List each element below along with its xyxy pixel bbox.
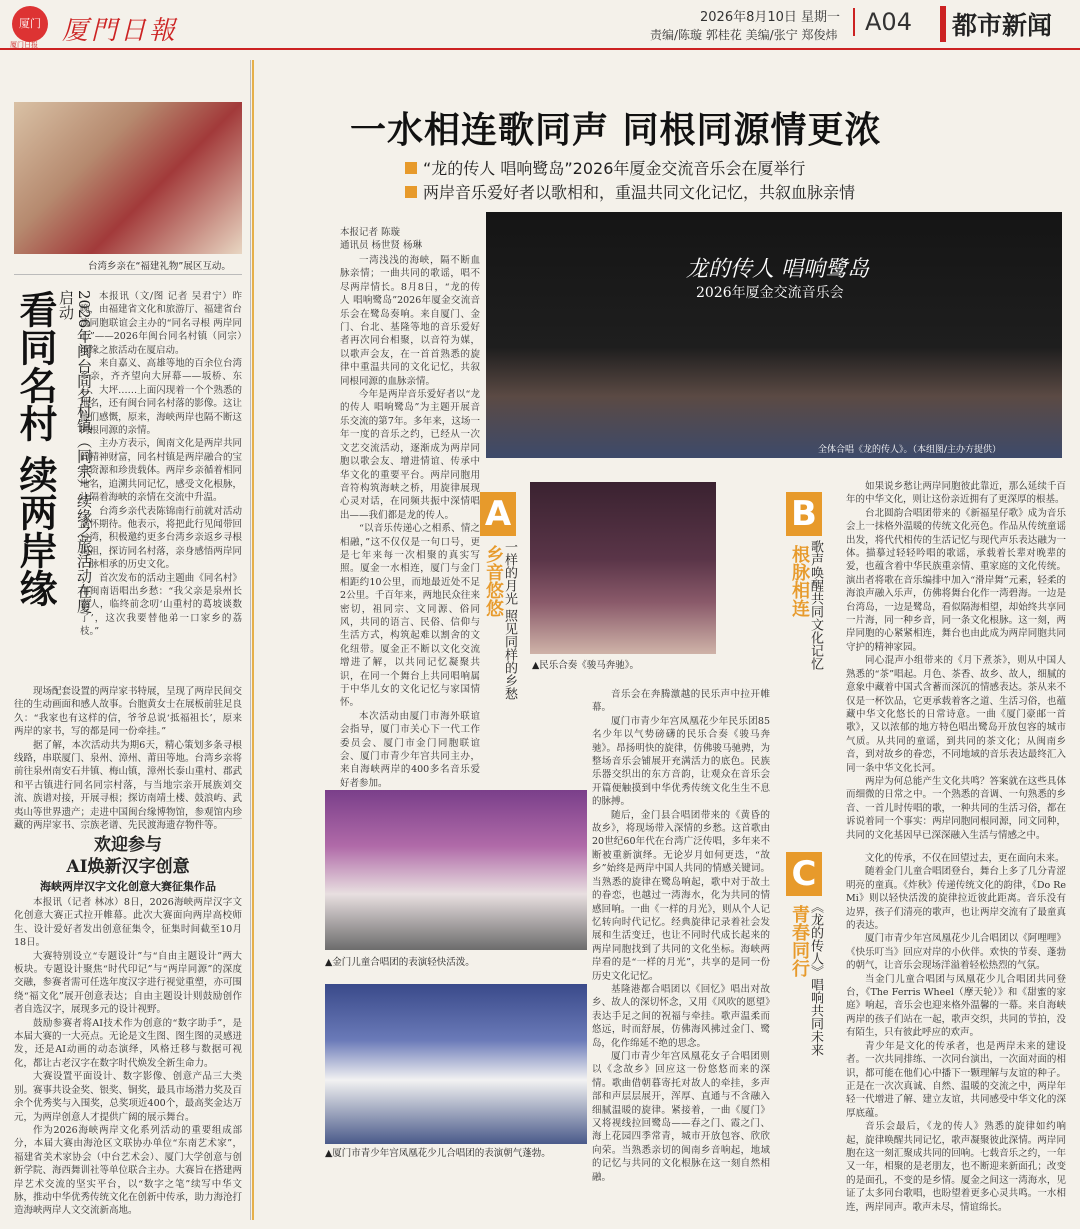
section-title: 都市新闻 [940, 6, 1052, 42]
photo-taiwan-villagers [14, 102, 242, 254]
stage-banner-1: 龙的传人 唱响鹭岛 [686, 257, 869, 282]
main-sub-1: “龙的传人 唱响鹭岛”2026年厦金交流音乐会在厦举行 [405, 156, 1055, 179]
ai-subtitle: 海峡两岸汉字文化创意大赛征集作品 [40, 880, 216, 893]
paper-name: 厦門日報 [62, 16, 179, 46]
section-c-badge: C [786, 852, 822, 896]
logo-seal: 厦门 [12, 6, 48, 42]
left-article-cont: 现场配套设置的两岸家书特展，呈现了两岸民间交往的生动画面和感人故事。台胞黄女士在展板前驻足良久：“我家也有这样的信，爷爷总说‘抵福祖长’，原来两岸的家书，写的都是同一份牵挂。” 据了解，本次活动共为期6天，精心策划多条寻根线路，串联厦门、泉州、漳州、莆田等地。台湾乡亲将前往泉州南安石井镇、梅山镇，漳州长泰山重村、郡武和平古镇进行同名同宗村落，与当地宗亲开展族刘交流、族谱对接，开展寻根；探访南靖土楼、鼓浪屿、武夷山等世界遗产；走进中国闽台缘博物馆，参观馆内珍藏的两岸家书、宗族老谱、先民渡海遗存物件等。 [14, 686, 243, 832]
section-b-badge: B [786, 492, 822, 536]
photo-concert-stage [486, 212, 1062, 458]
section-b-title: 根脉相连 [789, 545, 810, 617]
photo-caption-kids-1: ▲金门儿童合唱团的表演轻快活泼。 [325, 957, 475, 968]
section-a-title: 乡音悠悠 [483, 545, 504, 617]
logo-subtitle: 厦门日报 [10, 41, 38, 49]
section-c-title: 青春同行 [789, 905, 810, 977]
ai-title-2: AI焕新汉字创意 [66, 857, 190, 877]
masthead [0, 0, 1080, 50]
photo-caption-a: ▲民乐合奏《骏马奔驰》。 [532, 660, 640, 671]
photo-caption-left: 台湾乡亲在“福建礼物”展区互动。 [88, 261, 231, 272]
section-c-subtitle: 《龙的传人》唱响共同未来 [808, 900, 823, 1056]
editors: 责编/陈璇 郭桂花 美编/张宁 郑俊炜 [650, 28, 838, 42]
ai-title-1: 欢迎参与 [94, 835, 162, 855]
photo-xiamen-youth-choir [325, 984, 587, 1144]
divider [252, 60, 254, 1220]
photo-folk-orchestra [530, 482, 716, 654]
ai-article: 本报讯（记者 林冰）8日，2026海峡两岸汉字文化创意大赛正式拉开帷幕。此次大赛面向两岸高校师生、设计爱好者发出创意征集令，征集时间截至10月18日。 大赛特别设立“专题设计”与“自由主题设计”两大板块。专题设计聚焦“时代印记”与“两岸同源”的深度交融，参赛者需可任选年度汉字进行视觉重塑，亦可围绕“福文化”展开创意表达；自由主题设计则鼓励创作者自选汉字，展现多元的设计视野。 鼓励参赛者将AI技术作为创意的“数字助手”，是本届大赛的一大亮点。无论是文生图、图生图的灵感迸发，还是AI动画的动态演绎，风格迁移与数据可视化，都让古老汉字在数字时代焕发全新生命力。 大赛设置平面设计、数字影像、创意产品三大类别。赛事共设金奖、银奖、铜奖，最具市场潜力奖及百余个优秀奖与入围奖，总奖项近400个，最高奖金达万元，为两岸创意人才提供广阔的展示舞台。 作为2026海峡两岸文化系列活动的重要组成部分，本届大赛由海沧区文联协办单位“东南艺术家”，福建省美术家协会（中台艺术会）、厦门大学创意与创新学院、海西舞训社等单位联合主办。大赛旨在搭建两岸艺术交流的坚实平台，以“数字之笔”续写中华文脉，推动中华优秀传统文化在创新中传承，助力海沧打造海峡两岸人文交流新高地。 [14, 897, 243, 1217]
divider [14, 818, 242, 819]
issue-date: 2026年8月10日 星期一 [700, 10, 841, 25]
divider [14, 274, 242, 275]
photo-kinmen-children-choir [325, 790, 587, 950]
left-article: 本报讯（文/图 记者 吴君宁）昨晚，由福建省文化和旅游厅、福建省台湾同胞联谊会主办的“同名寻根 两岸同心”——2026年闽台同名村镇（同宗）续缘之旅活动在厦启动。 来自嘉义、高雄等地的百余位台湾乡亲，齐齐望向大屏幕——坂桥、东石、大坪……上面闪现着一个个熟悉的地名，还有闽台同名村落的影像。这让他们感慨，原来，海峡两岸也隔不断这同根同源的亲情。 主办方表示，闽南文化是两岸共同的精神财富，同名村镇是两岸融合的宝贵资源和珍贵载体。两岸乡亲循着相同地名，追溯共同记忆，感受文化根脉，让隔着海峡的亲情在交流中升温。 台湾乡亲代表陈锦南行前就对活动满怀期待。他表示，将把此行见闻带回台湾，积极邀约更多台湾乡亲返乡寻根谒祖，探访同名村落，亲身感悟两岸同一脉相承的历史文化。 首次发布的活动主题曲《同名村》用闽南语唱出乡愁：“我父亲是泉州长泰人，临终前念叨‘山重村的葛坡谈数了’，这次我要替他弟一口家乡的荔枝。” [80, 291, 242, 638]
main-byline: 本报记者 陈璇 通讯员 杨世贤 杨琳 [340, 227, 423, 252]
section-c-body: 文化的传承，不仅在回望过去，更在面向未来。 随着金门儿童合唱团登台，舞台上多了几分青涩明亮的童真。《炸秋》传递传统文化的韵律，《Do Re Mi》则以轻快活泼的旋律拉近彼此距离。音乐没有边界，孩子们清亮的歌声，也让两岸交流有了最童真的表达。 厦门市青少年宫凤凰花少儿合唱团以《阿哩哩》《快乐叮当》回应对岸的小伙伴。欢快的节奏、蓬勃的朝气，让音乐会现场洋溢着轻松热烈的气氛。 当金门儿童合唱团与凤凰花少儿合唱团共同登台，《The Ferris Wheel（摩天轮）》和《甜蜜的家庭》响起，音乐会也迎来格外温馨的一幕。来自海峡两岸的孩子们站在一起，歌声交织，共同的节拍，没有陌生，只有彼此呼应的欢声。 青少年是文化的传承者，也是两岸未来的建设者。一次共同排练、一次同台演出，一次面对面的相识，都可能在他们心中播下一颗理解与友谊的种子。正是在一次次真诚、自然、温暖的交流之中，两岸年轻一代增进了解、建立友谊，共同感受中华文化的深厚底蕴。 音乐会最后，《龙的传人》熟悉的旋律如约响起，旋律唤醒共同记忆，歌声凝聚彼此深情。两岸同胞在这一刻汇聚成共同的回响。七载音乐之约，一年又一年，相聚的是老朋友，也不断迎来新面孔；改变的是面孔，不变的是乡情。厦金之间这一湾海水，见证了太多同台歌唱，也盼望着更多心灵共鸣。一水相连，两岸同声。歌声未尽，情谊绵长。 [846, 853, 1066, 1213]
section-b-body: 如果说乡愁让两岸同胞彼此靠近，那么延续千百年的中华文化，则让这份亲近拥有了更深厚的根基。 台北圆韵合唱团带来的《新福星仔歌》成为音乐会上一抹格外温暖的传统文化亮色。作品从传统童谣出发，将代代相传的生活记忆与现代声乐表达融为一体。描摹过轻轻吟唱的歌谣，承载着长辈对晚辈的爱，也蕴含着中华民族重亲情、重家庭的文化传统。演出者将歌在音乐编排中加入“滑岸舞”元素，轻柔的海浪声融入乐声，仿佛将舞台化作一湾碧海。一边是台湾岛，一边是鹭岛，看似隔海相望，却始终共享同一片海，同一种乡音，同一条文化根脉。这一刻，两岸同胞的心紧紧相连，舞台也由此成为两岸同胞共同守护的精神家园。 同心混声小组带来的《月下煮茶》，则从中国人熟悉的“茶”唱起。月色、茶香、故乡、故人，细腻的意象中藏着中国式含蓄而深沉的情感表达。茶从来不仅是一杯饮品，它更承载着客之道、生活习俗，也蕴藏中华文化悠长的日常诗意。一曲《厦门豪邮一首歌》，又以浓郁的地方特色唱出鹭岛开放包容的城市气质。从共同的童谣，到共同的茶文化；从闽南乡音，到对故乡的眷恋，不同地域的音乐表达最终汇入同一条中华文化长河。 两岸为何总能产生文化共鸣？答案就在这些具体而细微的日常之中。一个熟悉的音调、一句熟悉的乡音、一首儿时传唱的歌，一种共同的生活习俗，都在诉说着同一个事实：两岸同胞同根同源，同文同种，共同的文化基因早已深深融入生活与情感之中。 [846, 481, 1066, 841]
main-headline: 一水相连歌同声 同根同源情更浓 [350, 109, 882, 151]
section-a-badge: A [480, 492, 516, 536]
section-a-subtitle: 一样的月光 照见同样的乡愁 [502, 540, 517, 701]
photo-caption-main: 全体合唱《龙的传人》。（本组图/主办方提供） [818, 445, 1002, 455]
bullet-square-icon [405, 186, 417, 198]
main-sub-2: 两岸音乐爱好者以歌相和，重温共同文化记忆，共叙血脉亲情 [405, 180, 1055, 203]
left-headline: 看同名村 续两岸缘 [13, 290, 58, 608]
stage-banner-2: 2026年厦金交流音乐会 [696, 285, 844, 301]
divider [250, 60, 251, 1220]
left-subhead: 2026年闽台同名村镇（同宗）续缘之旅活动在厦启动 [57, 290, 93, 614]
section-a-body: 音乐会在奔腾激越的民乐声中拉开帷幕。 厦门市青少年宫凤凰花少年民乐团85名少年以气势磅礴的民乐合奏《骏马奔驰》。昂扬明快的旋律，仿佛骏马驰骋，为整场音乐会铺展开充满活力的底色。民族乐器交织出的东方音韵，让观众在音乐会开篇便触摸到中华优秀传统文化生生不息的脉搏。 随后，金门县合唱团带来的《黄昏的故乡》，将现场带入深情的乡愁。这首歌由20世纪60年代在台湾广泛传唱，多年来不断被重新演绎。无论岁月如何更迭，“故乡”始终是两岸中国人共同的情感关键词。当熟悉的旋律在鹭岛响起，歌中对于故土的眷恋，也越过一湾海水，化为共同的情感回响。一曲《一样的月光》，则从个人记忆转向时代记忆。经典旋律记录着社会发展和生活变迁，也让不同时代成长起来的两岸同胞找到了共同的文化坐标。海峡两岸看的是“一样的月光”，共享的是同一份历史文化记忆。 基隆港都合唱团以《回忆》唱出对故乡、故人的深切怀念，又用《风吹的愿望》表达手足之间的祝福与牵挂。歌声温柔而悠远，时而舒展，仿佛海风拂过金门、鹭岛，化作绵延不绝的思念。 厦门市青少年宫凤凰花女子合唱团则以《念故乡》回应这一份悠悠而来的深情。歌曲借朝暮寄托对故人的牵挂，多声部和声层层展开，浑厚、直通与不含融入细腻温暖的旋律。紧接着，一曲《厦门》又将视线拉回鹭岛——春之门、霞之门、海上花园四季常青，城市开放包容、欣欣向荣。当熟悉亲切的闽南乡音响起，地域的记忆与共同的文化根脉在这一刻自然相融。 [592, 689, 770, 1183]
section-b-subtitle: 歌声唤醒共同文化记忆 [808, 540, 823, 670]
page-number: A04 [853, 8, 912, 36]
photo-caption-kids-2: ▲厦门市青少年宫凤凰花少儿合唱团的表演朝气蓬勃。 [325, 1148, 551, 1159]
main-intro: 一湾浅浅的海峡，隔不断血脉亲情；一曲共同的歌谣，唱不尽两岸情长。8月8日，“龙的传人 唱响鹭岛”2026年厦金交流音乐会在鹭岛奏响。来自厦门、金门、台北、基隆等地的音乐爱好者再次同台相聚，以音符为媒，以歌声会友，在一首首熟悉的旋律中重温共同的文化记忆，共叙同根同源的血脉亲情。 今年是两岸音乐爱好者以“龙的传人 唱响鹭岛”为主题开展音乐交流的第7年。多年来，这场一年一度的音乐之约，已经从一次文艺交流活动，逐渐成为两岸同胞以歌会友、增进情谊、传承中华文化的重要平台。两岸同胞用音符构筑海峡之桥，用旋律展现心灵对话，在同频共振中深情唱出——我们都是龙的传人。 “以音乐传递心之相系、情之相融，”这不仅仅是一句口号，更是七年来每一次相聚的真实写照。厦金一水相连，厦门与金门相距约10公里，而地最近处不足2公里。千百年来，两地民众往来密切，祖同宗、文同源、俗同风，共同的语言、民俗、信仰与生活方式，构筑起难以割舍的文化纽带。厦金正不断以文化交流增进了解，以共同记忆凝聚共识，在同一个舞台上共同唱响属于中华儿女的文化记忆与家国情怀。 本次活动由厦门市海外联谊会指导，厦门市关心下一代工作委员会、厦门市金门同胞联谊会、厦门市青少年宫共同主办，来自海峡两岸的400多名音乐爱好者参加。 [340, 255, 480, 789]
bullet-square-icon [405, 162, 417, 174]
